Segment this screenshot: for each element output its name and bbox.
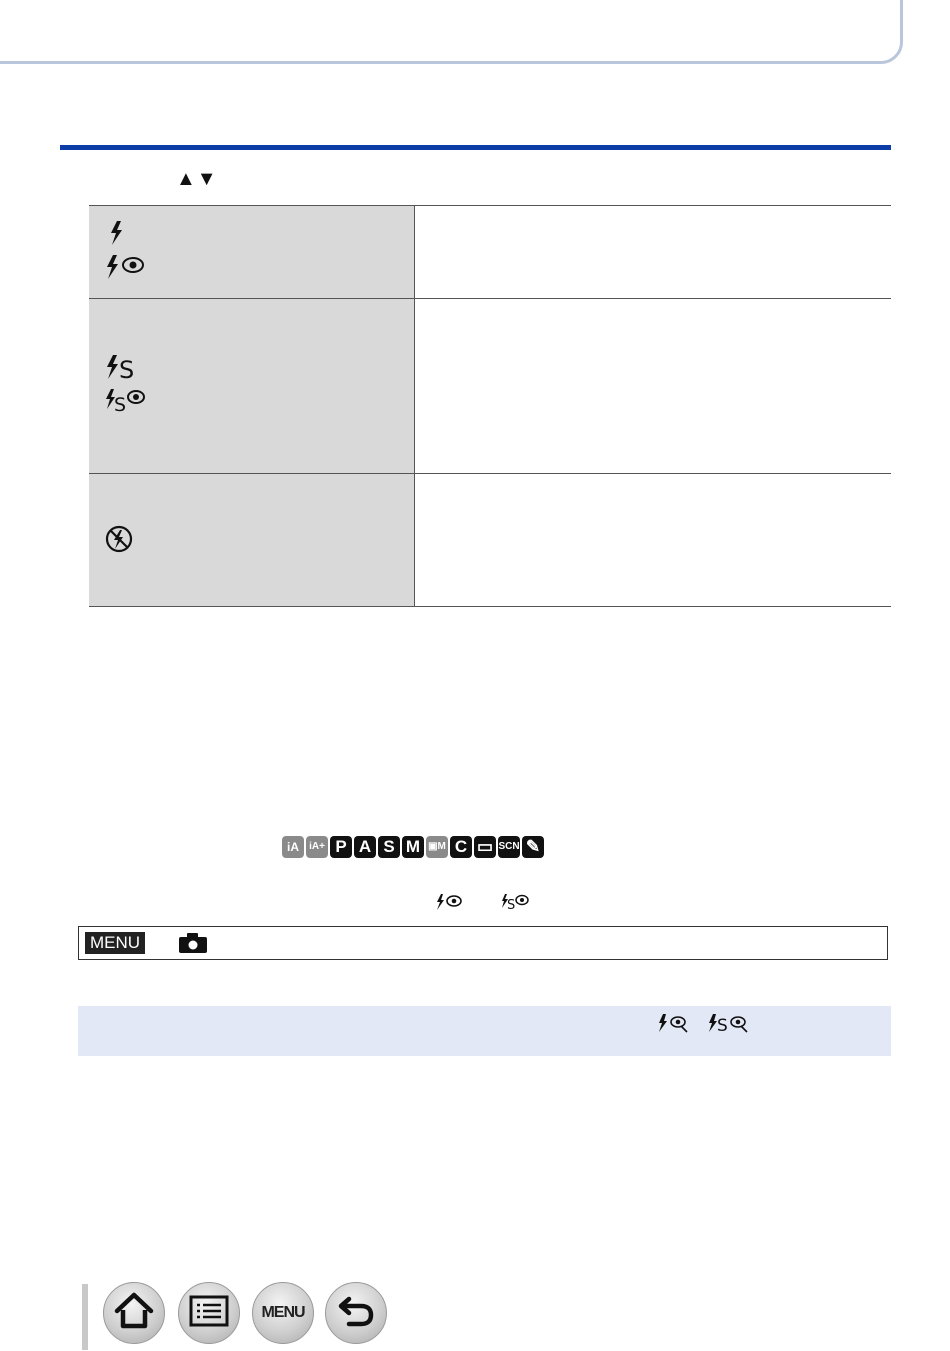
- mode-panorama-icon: ▭: [474, 836, 496, 858]
- slow-sync-icon: [103, 352, 414, 386]
- flash-on-red-eye-icon: [434, 892, 464, 917]
- inline-flash-icons: [434, 892, 530, 917]
- menu-badge: MENU: [85, 932, 145, 954]
- svg-text:S: S: [717, 1016, 728, 1034]
- note-box: [78, 1006, 891, 1056]
- header-frame: [0, 0, 903, 64]
- icon-cell: [89, 474, 415, 607]
- home-icon: [113, 1291, 155, 1336]
- description-cell: [415, 474, 892, 607]
- flash-on-icon: [103, 218, 414, 252]
- flash-off-icon: [103, 523, 414, 557]
- menu-path-box: [78, 926, 888, 960]
- description-cell: [415, 206, 892, 299]
- mode-p-icon: P: [330, 836, 352, 858]
- mode-c-icon: C: [450, 836, 472, 858]
- camera-icon: [178, 932, 208, 959]
- note-flash-icons: [656, 1012, 750, 1039]
- flash-red-eye-correction-icon: [656, 1012, 690, 1039]
- mode-creative-icon: ✎: [522, 836, 544, 858]
- menu-button-label: MENU: [261, 1304, 305, 1321]
- icon-cell: [89, 299, 415, 474]
- slow-sync-red-eye-correction-icon: [706, 1012, 750, 1039]
- back-button[interactable]: [325, 1282, 387, 1344]
- section-rule: [60, 145, 891, 150]
- mode-m-icon: M: [402, 836, 424, 858]
- mode-scn-icon: SCN: [498, 836, 520, 858]
- table-row: [89, 299, 891, 474]
- mode-s-icon: S: [378, 836, 400, 858]
- slow-sync-red-eye-icon: [103, 386, 414, 420]
- mode-movie-m-icon: ▣M: [426, 836, 448, 858]
- mode-ia-plus-icon: iA+: [306, 836, 328, 858]
- flash-on-red-eye-icon: [103, 252, 414, 286]
- slow-sync-red-eye-icon: [500, 892, 530, 917]
- icon-cell: [89, 206, 415, 299]
- table-row: [89, 474, 891, 607]
- mode-a-icon: A: [354, 836, 376, 858]
- description-cell: [415, 299, 892, 474]
- list-icon: [189, 1295, 229, 1332]
- recording-mode-icons: [282, 836, 544, 858]
- mode-ia-icon: iA: [282, 836, 304, 858]
- svg-text:S: S: [119, 356, 135, 382]
- up-down-arrows-icon: ▲▼: [176, 168, 218, 190]
- svg-text:S: S: [507, 898, 516, 912]
- flash-mode-table: [89, 205, 891, 607]
- contents-button[interactable]: [178, 1282, 240, 1344]
- back-arrow-icon: [335, 1293, 377, 1334]
- home-button[interactable]: [103, 1282, 165, 1344]
- svg-text:S: S: [114, 394, 127, 416]
- menu-button[interactable]: [252, 1282, 314, 1344]
- table-row: [89, 206, 891, 299]
- nav-divider: [82, 1284, 88, 1350]
